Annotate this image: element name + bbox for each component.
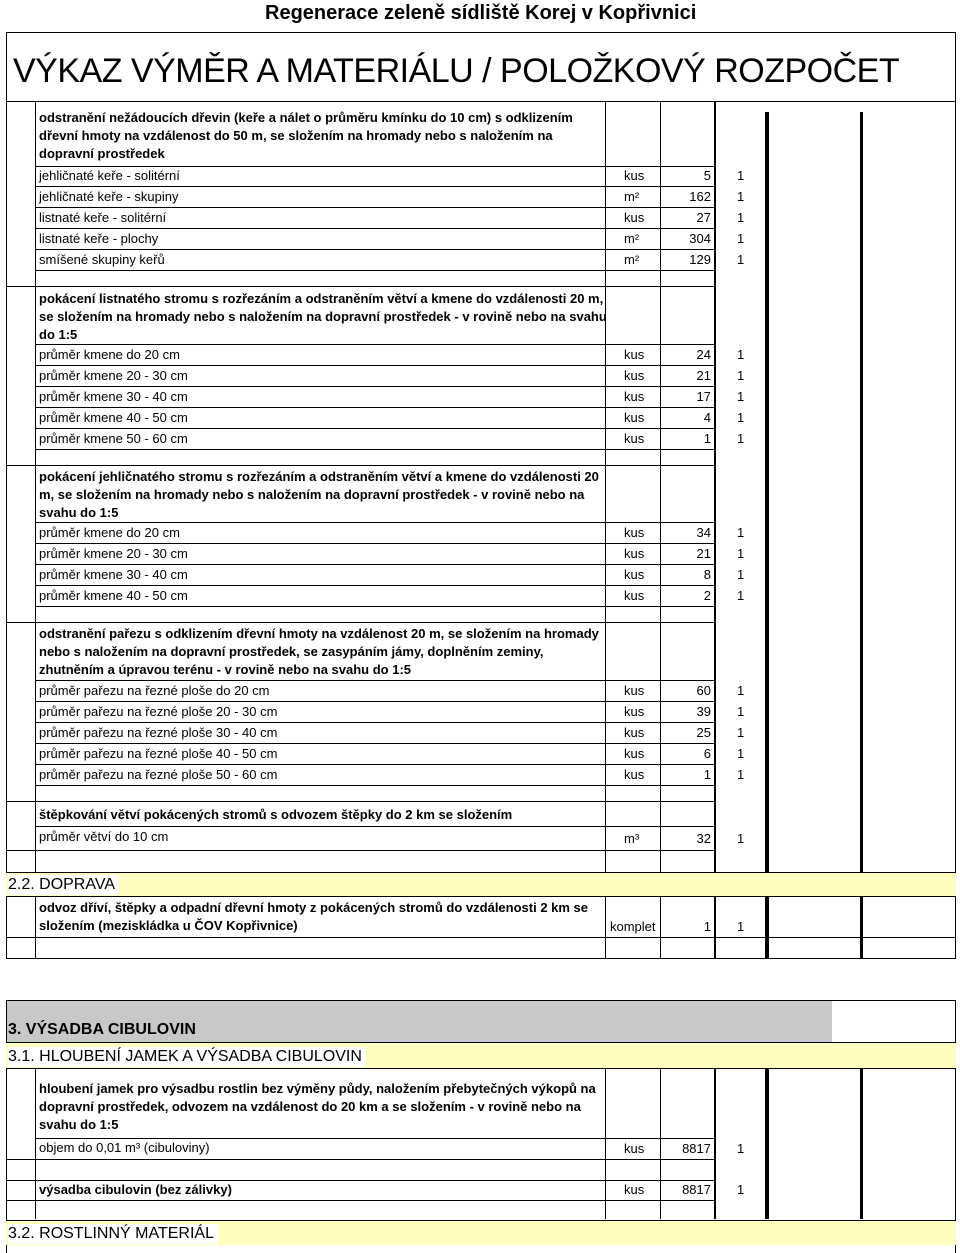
block5-heading: štěpkování větví pokácených stromů s odvozem štěpky do 2 km se složením: [39, 807, 513, 822]
estimate-table: odstranění nežádoucích dřevin (keře a nálet o průměru kmínku do 10 cm) s odklizením dřevní hmoty na vzdálenost do 50 m, se složením na hromady nebo s naložením na dopravní prostředek jehličnaté keře - solitérní kus 5 1 jehličnaté keře - skupiny m² 162 1 listnaté keře - solitérní kus 27 1 listnaté keře - plochy m² 304 1 smíšené skupiny keřů m² 129 1 pokácení listnatého stromu s rozřezáním a odstraněním větví a kmene do vzdálenosti 20 m, se složením na hromady nebo s naložením na dopravní prostředek - v rovině nebo na svahu do 1:5 průměr kmene do 20 cm kus 24 1 průměr kmene 20 - 30 cm kus 21 1 průměr kmene 30 - 40 cm kus 17 1 průměr kmene 40 - 50 cm kus 4 1 průměr kmene 50 - 60 cm kus 1 1 pokácení jehličnatého stromu s rozřezáním a odstraněním větví a kmene do vzdálenosti 20 m, se složením na hromady nebo s naložením na dopravní prostředek - v rovině nebo na svahu do 1:5 průměr kmene do 20 cm kus 34 1 průměr kmene 20 - 30 cm kus 21 1 průměr kmene 30 - 40 cm kus 8 1 průměr kmene 40 - 50 cm kus 2 1 odstranění pařezu s odklizením dřevní hmoty na vzdálenost 20 m, se složením na hromady nebo s naložením na dopravní prostředek, se zasypáním jámy, doplněním zeminy, zhutněním a úpravou terénu - v rovině nebo na svahu do 1:5 průměr pařezu na řezné ploše do 20 cm kus 60 1 průměr pařezu na řezné ploše 20 - 30 cm kus 39 1 průměr pařezu na řezné ploše 30 - 40 cm kus 25 1 průměr pařezu na řezné ploše 40 - 50 cm kus 6 1 průměr pařezu na řezné ploše 50 - 60 cm kus 1 1 štěpkování větví pokácených stromů s odvozem štěpky do 2 km se složením průměr větví do 10 cm m³ 32 1 2.2. DOPRAVA odvoz dříví, štěpky a odpadní dřevní hmoty z pokácených stromů do vzdálenosti 2 km se složením (meziskládka u ČOV Kopřivnice) komplet 1 1: [0, 0, 960, 960]
page-title: Regenerace zeleně sídliště Korej v Kopřivnici: [265, 2, 697, 24]
doprava-desc: odvoz dříví, štěpky a odpadní dřevní hmoty z pokácených stromů do vzdálenosti 2 km se složením (meziskládka u ČOV Kopřivnice): [39, 900, 589, 933]
block4-heading: odstranění pařezu s odklizením dřevní hmoty na vzdálenost 20 m, se složením na hromady nebo s naložením na dopravní prostředek, se zasypáním jámy, doplněním zeminy, zhutněním a úpravou terénu - v rovině nebo na svahu do 1:5: [39, 626, 599, 677]
section3-subtitle-bar: [6, 1043, 956, 1069]
section3-desc: hloubení jamek pro výsadbu rostlin bez výměny půdy, naložením přebytečných výkopů na dopravní prostředek, odvozem na vzdálenost do 20 km a se složením - v rovině nebo na svahu do 1:5: [39, 1081, 596, 1132]
main-title: VÝKAZ VÝMĚR A MATERIÁLU / POLOŽKOVÝ ROZPOČET: [13, 52, 900, 90]
section3-2-title: 3.2. ROSTLINNÝ MATERIÁL: [8, 1224, 218, 1244]
section-doprava-bar: [6, 872, 956, 897]
section-doprava-title: 2.2. DOPRAVA: [8, 875, 119, 895]
section3-subtitle: 3.1. HLOUBENÍ JAMEK A VÝSADBA CIBULOVIN: [8, 1047, 366, 1067]
block3-heading: pokácení jehličnatého stromu s rozřezáním a odstraněním větví a kmene do vzdálenosti 20 m, se složením na hromady nebo s naložením na dopravní prostředek - v rovině nebo na svahu do 1:5: [39, 469, 599, 520]
section3: 3. VÝSADBA CIBULOVIN 3.1. HLOUBENÍ JAMEK A VÝSADBA CIBULOVIN hloubení jamek pro výsadbu rostlin bez výměny půdy, naložením přebytečných výkopů na dopravní prostředek, odvozem na vzdálenost do 20 km a se složením - v rovině nebo na svahu do 1:5 objem do 0,01 m³ (cibuloviny) kus 8817 1 výsadba cibulovin (bez zálivky) kus 8817 1 3.2. ROSTLINNÝ MATERIÁL: [0, 990, 960, 1253]
doprava-n: 1: [737, 919, 745, 934]
block2-heading: pokácení listnatého stromu s rozřezáním a odstraněním větví a kmene do vzdálenosti 20 m, se složením na hromady nebo s naložením na dopravní prostředek - v rovině nebo na svahu do 1:5: [39, 291, 607, 342]
block1-heading: odstranění nežádoucích dřevin (keře a nálet o průměru kmínku do 10 cm) s odklizením dřevní hmoty na vzdálenost do 50 m, se složením na hromady nebo s naložením na dopravní prostředek: [39, 110, 573, 161]
section3-2-bar: [6, 1220, 956, 1245]
doprava-unit: komplet: [610, 919, 656, 934]
doprava-qty: 1: [703, 919, 711, 934]
section3-title: 3. VÝSADBA CIBULOVIN: [8, 1021, 196, 1038]
